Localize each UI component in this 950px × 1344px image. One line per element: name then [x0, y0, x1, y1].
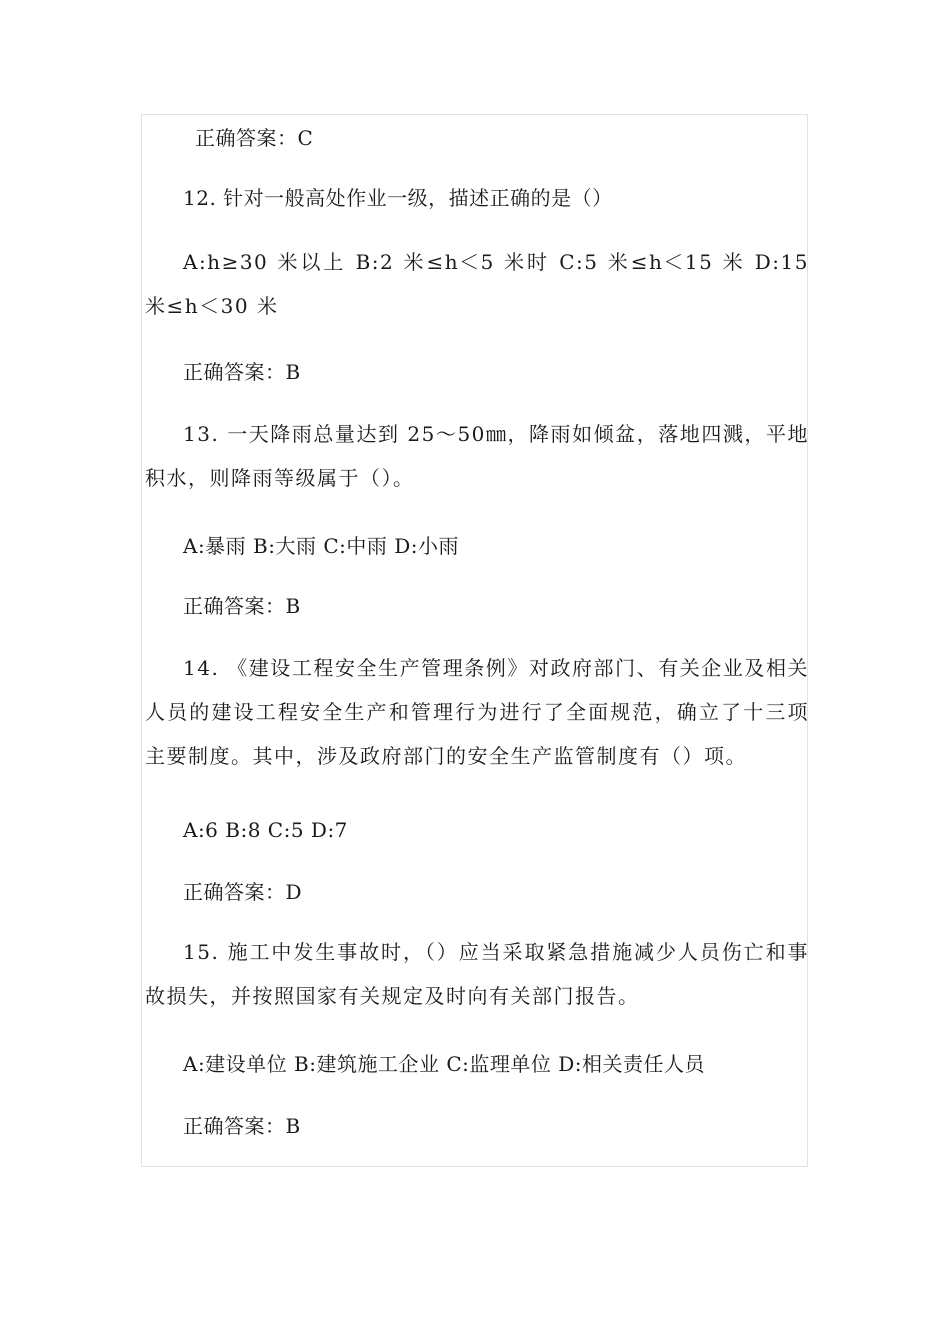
question-14: 14. 《建设工程安全生产管理条例》对政府部门、有关企业及相关人员的建设工程安全生产和管理行为进行了全面规范，确立了十三项主要制度。其中，涉及政府部门的安全生产监管制度有（）项。	[145, 656, 809, 768]
question-12: 12. 针对一般高处作业一级，描述正确的是（）	[183, 186, 613, 210]
answer-13: 正确答案：B	[183, 594, 301, 618]
options-15: A:建设单位 B:建筑施工企业 C:监理单位 D:相关责任人员	[183, 1052, 706, 1076]
options-14: A:6 B:8 C:5 D:7	[183, 818, 348, 842]
answer-14: 正确答案：D	[183, 880, 303, 904]
question-15: 15. 施工中发生事故时，（）应当采取紧急措施减少人员伤亡和事故损失，并按照国家有关规定及时向有关部门报告。	[145, 940, 809, 1008]
answer-15: 正确答案：B	[183, 1114, 301, 1138]
options-12: A:h≥30 米以上 B:2 米≤h＜5 米时 C:5 米≤h＜15 米 D:15 米≤h＜30 米	[145, 250, 809, 318]
question-13: 13. 一天降雨总量达到 25～50㎜，降雨如倾盆，落地四溅，平地积水，则降雨等级属于（）。	[145, 422, 809, 490]
options-13: A:暴雨 B:大雨 C:中雨 D:小雨	[183, 534, 460, 558]
answer-11: 正确答案：C	[195, 126, 314, 150]
answer-12: 正确答案：B	[183, 360, 301, 384]
